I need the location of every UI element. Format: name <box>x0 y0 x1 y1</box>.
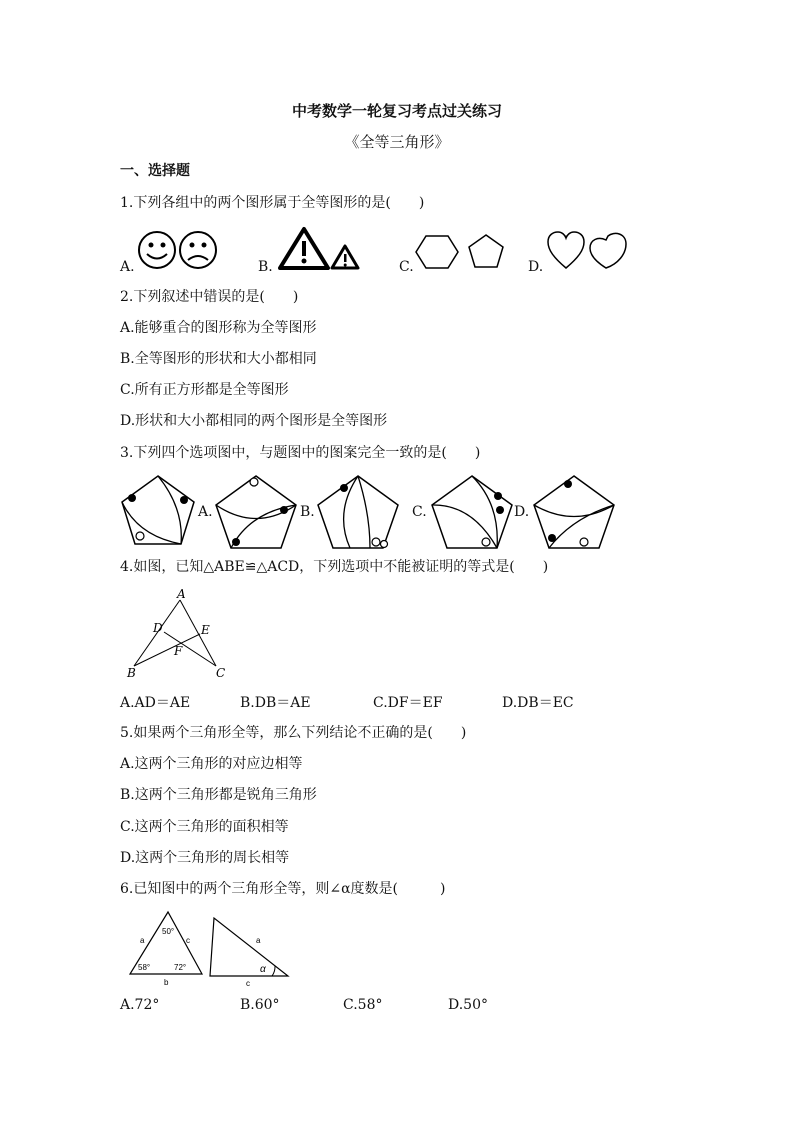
q4-label-b: B <box>127 666 136 680</box>
q4-triangle-figure <box>122 588 232 682</box>
q1-stem: 1.下列各组中的两个图形属于全等图形的是( ) <box>120 195 425 211</box>
q4-label-d: D <box>153 621 163 635</box>
q4-label-c: C <box>216 666 226 680</box>
q5-option-b: B.这两个三角形都是锐角三角形 <box>120 787 317 803</box>
q1-option-a: A. <box>120 259 135 275</box>
q4-option-c: C.DF＝EF <box>373 695 443 711</box>
q6-tri2-side-a: a <box>256 936 261 945</box>
q1-option-c: C. <box>399 259 414 275</box>
q6-tri1-left-angle: 58° <box>138 963 151 972</box>
q5-stem: 5.如果两个三角形全等，那么下列结论不正确的是( ) <box>120 725 467 741</box>
q3-option-b-pentagon <box>316 474 400 550</box>
q2-option-c: C.所有正方形都是全等图形 <box>120 382 289 398</box>
q6-option-d: D.50° <box>448 997 488 1013</box>
q2-option-a: A.能够重合的图形称为全等图形 <box>120 320 317 336</box>
q3-option-d-pentagon <box>532 474 616 550</box>
q2-option-d: D.形状和大小都相同的两个图形是全等图形 <box>120 413 388 429</box>
q3-reference-pentagon <box>120 474 196 546</box>
q6-stem: 6.已知图中的两个三角形全等，则∠α度数是( ) <box>120 881 446 897</box>
q3-option-d: D. <box>514 504 530 520</box>
q1-figure-a-faces <box>136 228 220 272</box>
q1-option-d: D. <box>528 259 544 275</box>
q6-tri1-top-angle: 50° <box>162 927 175 936</box>
q6-tri2-angle-alpha: α <box>260 964 266 975</box>
q6-tri1-side-b: b <box>164 978 169 987</box>
q1-option-b: B. <box>258 259 273 275</box>
q3-option-c-pentagon <box>430 474 514 550</box>
q1-figure-c-hexagon-pentagon <box>416 232 506 272</box>
q6-triangle-2 <box>208 914 292 988</box>
q4-label-f: F <box>174 644 183 658</box>
q6-tri1-right-angle: 72° <box>174 963 187 972</box>
q6-option-a: A.72° <box>120 997 160 1013</box>
section-heading: 一、选择题 <box>120 163 190 179</box>
q3-option-c: C. <box>412 504 427 520</box>
q2-option-b: B.全等图形的形状和大小都相同 <box>120 351 317 367</box>
q6-option-c: C.58° <box>343 997 383 1013</box>
q4-label-a: A <box>177 587 186 601</box>
q6-option-b: B.60° <box>240 997 280 1013</box>
page-subtitle: 《全等三角形》 <box>344 133 450 151</box>
q3-option-a-pentagon <box>214 474 298 550</box>
q5-option-c: C.这两个三角形的面积相等 <box>120 819 289 835</box>
q6-tri1-side-c: c <box>186 936 190 945</box>
q6-triangle-1 <box>126 910 206 988</box>
q3-stem: 3.下列四个选项图中，与题图中的图案完全一致的是( ) <box>120 445 481 461</box>
q1-figure-d-hearts <box>546 230 630 272</box>
q4-option-b: B.DB＝AE <box>240 695 311 711</box>
q2-stem: 2.下列叙述中错误的是( ) <box>120 289 299 305</box>
q4-option-d: D.DB＝EC <box>502 695 574 711</box>
q4-stem: 4.如图，已知△ABE≌△ACD，下列选项中不能被证明的等式是( ) <box>120 559 549 575</box>
q6-tri1-side-a: a <box>140 936 145 945</box>
q3-option-a: A. <box>198 504 213 520</box>
q1-figure-b-warning-signs <box>278 226 362 272</box>
q5-option-a: A.这两个三角形的对应边相等 <box>120 756 303 772</box>
q3-option-b: B. <box>300 504 315 520</box>
page-title: 中考数学一轮复习考点过关练习 <box>291 102 502 120</box>
q5-option-d: D.这两个三角形的周长相等 <box>120 850 290 866</box>
q4-option-a: A.AD＝AE <box>120 695 191 711</box>
q6-tri2-side-c: c <box>246 979 250 988</box>
q4-label-e: E <box>201 623 210 637</box>
